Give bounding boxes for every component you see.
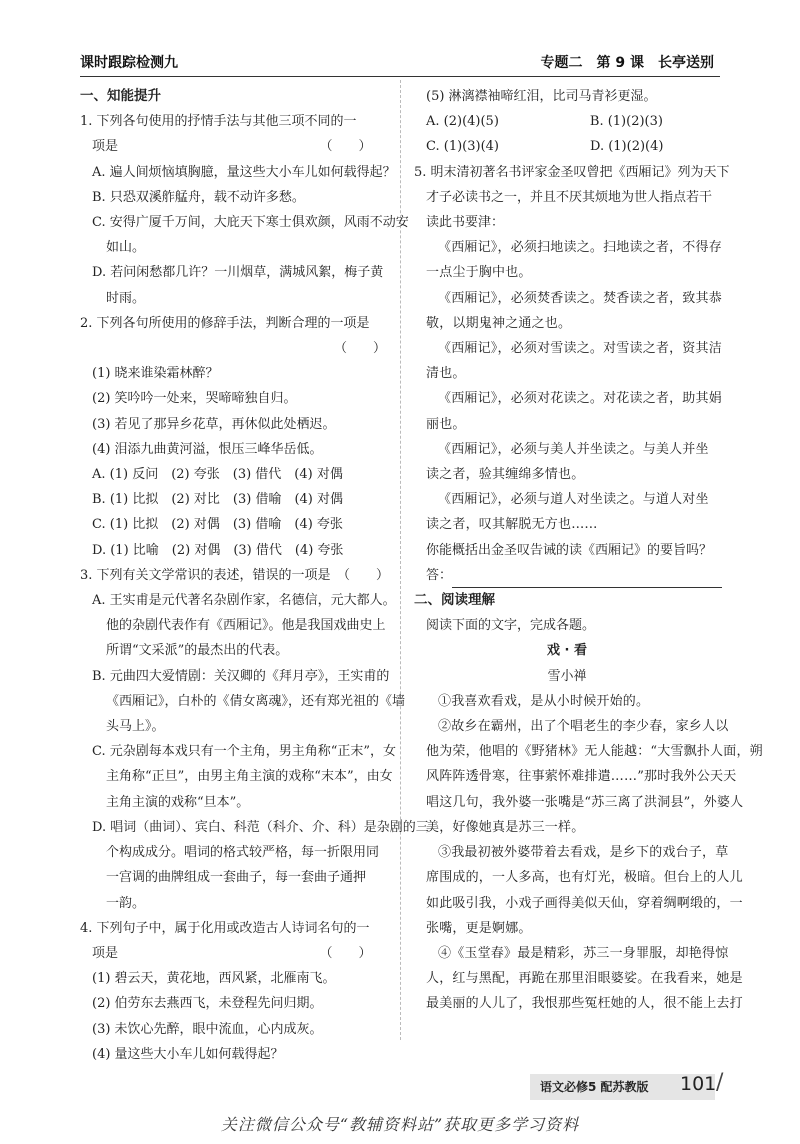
left_col-line: 主角称“正旦”，由男主角主演的戏称“末本”，由女	[106, 769, 393, 785]
right_col-line: 5. 明末清初著名书评家金圣叹曾把《西厢记》列为天下	[414, 164, 730, 180]
left_col-line: D. 唱词（曲词）、宾白、科范（科介、介、科）是杂剧的三	[92, 819, 429, 835]
left_col-line: 他的杂剧代表作有《西厢记》。他是我国戏曲史上	[106, 618, 386, 634]
header-rule	[80, 76, 720, 77]
left_col-line: C. 安得广厦千万间，大庇天下寒士俱欢颜，风雨不动安	[92, 215, 409, 231]
page-slash: /	[716, 1070, 724, 1095]
right_col-line: 读此书要津：	[426, 215, 505, 231]
right_col-line: 《西厢记》，必须对雪读之。对雪读之者，资其洁	[438, 341, 722, 357]
right_col-line: 一点尘于胸中也。	[426, 265, 532, 281]
left_col-line: (4) 量这些大小车儿如何载得起？	[92, 1046, 284, 1062]
right_col-line: 《西厢记》，必须对花读之。对花读之者，助其娟	[438, 391, 722, 407]
header-left-title: 课时跟踪检测九	[80, 55, 178, 71]
left_col-line: B. 元曲四大爱情剧：关汉卿的《拜月亭》，王实甫的	[92, 668, 390, 684]
right_col-line: 他为荣，他唱的《野猪林》无人能越：“大雪飘扑人面，朔	[426, 744, 763, 760]
right_col-line: (5) 淋漓襟袖啼红泪，比司马青衫更湿。	[426, 89, 657, 104]
left_col-line: 时雨。	[106, 290, 146, 306]
left_col-line: 1. 下列各句使用的抒情手法与其他三项不同的一	[80, 114, 357, 130]
left_col-line: (4) 泪添九曲黄河溢，恨压三峰华岳低。	[92, 441, 323, 457]
right_col-line: ④《玉堂春》最是精彩，苏三一身罪服，却艳得惊	[438, 945, 729, 961]
right_col-line: 如此吸引我，小戏子画得美似天仙，穿着绸啊缎的，一	[426, 895, 743, 911]
left_col-line: 所谓“文采派”的最杰出的代表。	[106, 643, 289, 659]
right_col-line: 读之者，验其缠绵多情也。	[426, 467, 585, 483]
right_col-line: 丽也。	[426, 416, 466, 432]
right_col-line: 阅读下面的文字，完成各题。	[426, 618, 596, 634]
left_col-line: D. (1) 比喻 (2) 对偶 (3) 借代 (4) 夸张	[92, 542, 344, 558]
left_col-line: 3. 下列有关文学常识的表述，错误的一项是 （ ）	[80, 567, 390, 583]
left_col-line: 如山。	[106, 240, 146, 256]
answer-blank[interactable]	[452, 573, 722, 588]
left_col-line: 《西厢记》，白朴的《倩女离魂》，还有郑光祖的《墙	[106, 693, 406, 709]
left_col-line: 2. 下列各句所使用的修辞手法，判断合理的一项是	[80, 315, 370, 331]
left_col-line: (3) 未饮心先醉，眼中流血，心内成灰。	[92, 1021, 323, 1037]
right_col-line: 敬，以期鬼神之通之也。	[426, 315, 572, 331]
left-column	[80, 84, 429, 1067]
right_col-line: 清也。	[426, 366, 466, 382]
left_col-line: 头马上》。	[106, 719, 165, 735]
left_col-line: C. 元杂剧每本戏只有一个主角，男主角称“正末”，女	[92, 744, 397, 760]
left_col-line: A. (1) 反问 (2) 夸张 (3) 借代 (4) 对偶	[92, 467, 343, 483]
left_col-line: A. 王实甫是元代著名杂剧作家，名德信，元大都人。	[92, 593, 396, 609]
left_col-line: B. (1) 比拟 (2) 对比 (3) 借喻 (4) 对偶	[92, 492, 344, 508]
right_col-line: ①我喜欢看戏，是从小时候开始的。	[438, 693, 650, 709]
right-column	[414, 84, 763, 1017]
right_col-line: 二、阅读理解	[414, 592, 495, 609]
left_col-line: 一宫调的曲牌组成一套曲子，每一套曲子通押	[106, 870, 367, 886]
right_col-line: 《西厢记》，必须焚香读之。焚香读之者，致其恭	[438, 290, 722, 306]
right_col-line: 最美丽的人儿了，我恨那些冤枉她的人，很不能上去打	[426, 996, 743, 1012]
left_col-line: 个构成成分。唱词的格式较严格，每一折限用同	[106, 845, 380, 861]
right_col-line: 《西厢记》，必须扫地读之。扫地读之者，不得存	[438, 240, 722, 256]
answer-line: 答：	[414, 563, 720, 588]
right_col-line: 《西厢记》，必须与美人并坐读之。与美人并坐	[438, 441, 709, 457]
right_col-line: 美，好像她真是苏三一样。	[426, 819, 585, 835]
right_col-line: 《西厢记》，必须与道人对坐读之。与道人对坐	[438, 492, 709, 508]
bottom-watermark-note: 关注微信公众号“教辅资料站”获取更多学习资料	[220, 1115, 580, 1134]
left_col-line: (1) 晓来谁染霜林醉？	[92, 366, 219, 382]
page-number: 101	[680, 1073, 717, 1095]
footer-book-label: 语文必修5 配苏教版	[540, 1080, 649, 1094]
left_col-line: (1) 碧云天，黄花地，西风紧，北雁南飞。	[92, 971, 336, 987]
left_col-line: D. 若问闲愁都几许？一川烟草，满城风絮，梅子黄	[92, 265, 384, 281]
right_col-line: 你能概括出金圣叹告诫的读《西厢记》的要旨吗？	[426, 542, 713, 558]
left_col-line: 一、知能提升	[80, 88, 161, 104]
header-right-title: 专题二 第 9 课 长亭送别	[540, 55, 714, 71]
left_col-line: (2) 伯劳东去燕西飞，未登程先问归期。	[92, 996, 323, 1012]
left_col-line: 项是 （ ）	[92, 139, 372, 155]
left_col-line: A. 遍人间烦恼填胸臆，量这些大小车儿如何载得起？	[92, 164, 396, 180]
right_col-line: ③我最初被外婆带着去看戏，是乡下的戏台子，草	[438, 845, 729, 861]
right_col-line: 才子必读书之一，并且不厌其烦地为世人指点若干	[426, 189, 713, 205]
left_col-line: B. 只恐双溪舴艋舟，载不动许多愁。	[92, 189, 305, 205]
right_col-line: 张嘴，更是婀娜。	[426, 920, 532, 936]
right_col-line: 人，红与黑配，再跪在那里泪眼婆娑。在我看来，她是	[426, 971, 743, 987]
right_col-line: A. (2)(4)(5) B. (1)(2)(3)	[426, 114, 663, 130]
right_col-line: ②故乡在霸州，出了个唱老生的李少春，家乡人以	[438, 719, 729, 735]
left_col-line: 4. 下列句子中，属于化用或改造古人诗词名句的一	[80, 920, 370, 936]
left_col-line: C. (1) 比拟 (2) 对偶 (3) 借喻 (4) 夸张	[92, 517, 343, 533]
right_col-line: 读之者，叹其解脱无方也……	[426, 517, 598, 533]
left_col-line: 一韵。	[106, 895, 146, 911]
left_col-line: (3) 若见了那异乡花草，再休似此处栖迟。	[92, 416, 336, 432]
right_col-line: 唱这几句，我外婆一张嘴是“苏三离了洪洞县”，外婆人	[426, 794, 744, 810]
right_col-line: C. (1)(3)(4) D. (1)(2)(4)	[426, 139, 664, 155]
right_col-line: 戏 · 看	[547, 643, 587, 659]
left_col-line: 主角主演的戏称“旦本”。	[106, 794, 250, 810]
right_col-line: 风阵阵透骨寒，往事萦怀难排遣……”那时我外公天天	[426, 769, 737, 785]
right_col-line: 席围成的，一人多高，也有灯光，极暗。但台上的人儿	[426, 870, 743, 886]
left_col-line: 项是 （ ）	[92, 945, 372, 961]
right_col-line: 雪小禅	[547, 668, 587, 684]
left_col-line: (2) 笑吟吟一处来，哭啼啼独自归。	[92, 391, 297, 407]
left_col-line: （ ）	[333, 341, 386, 357]
